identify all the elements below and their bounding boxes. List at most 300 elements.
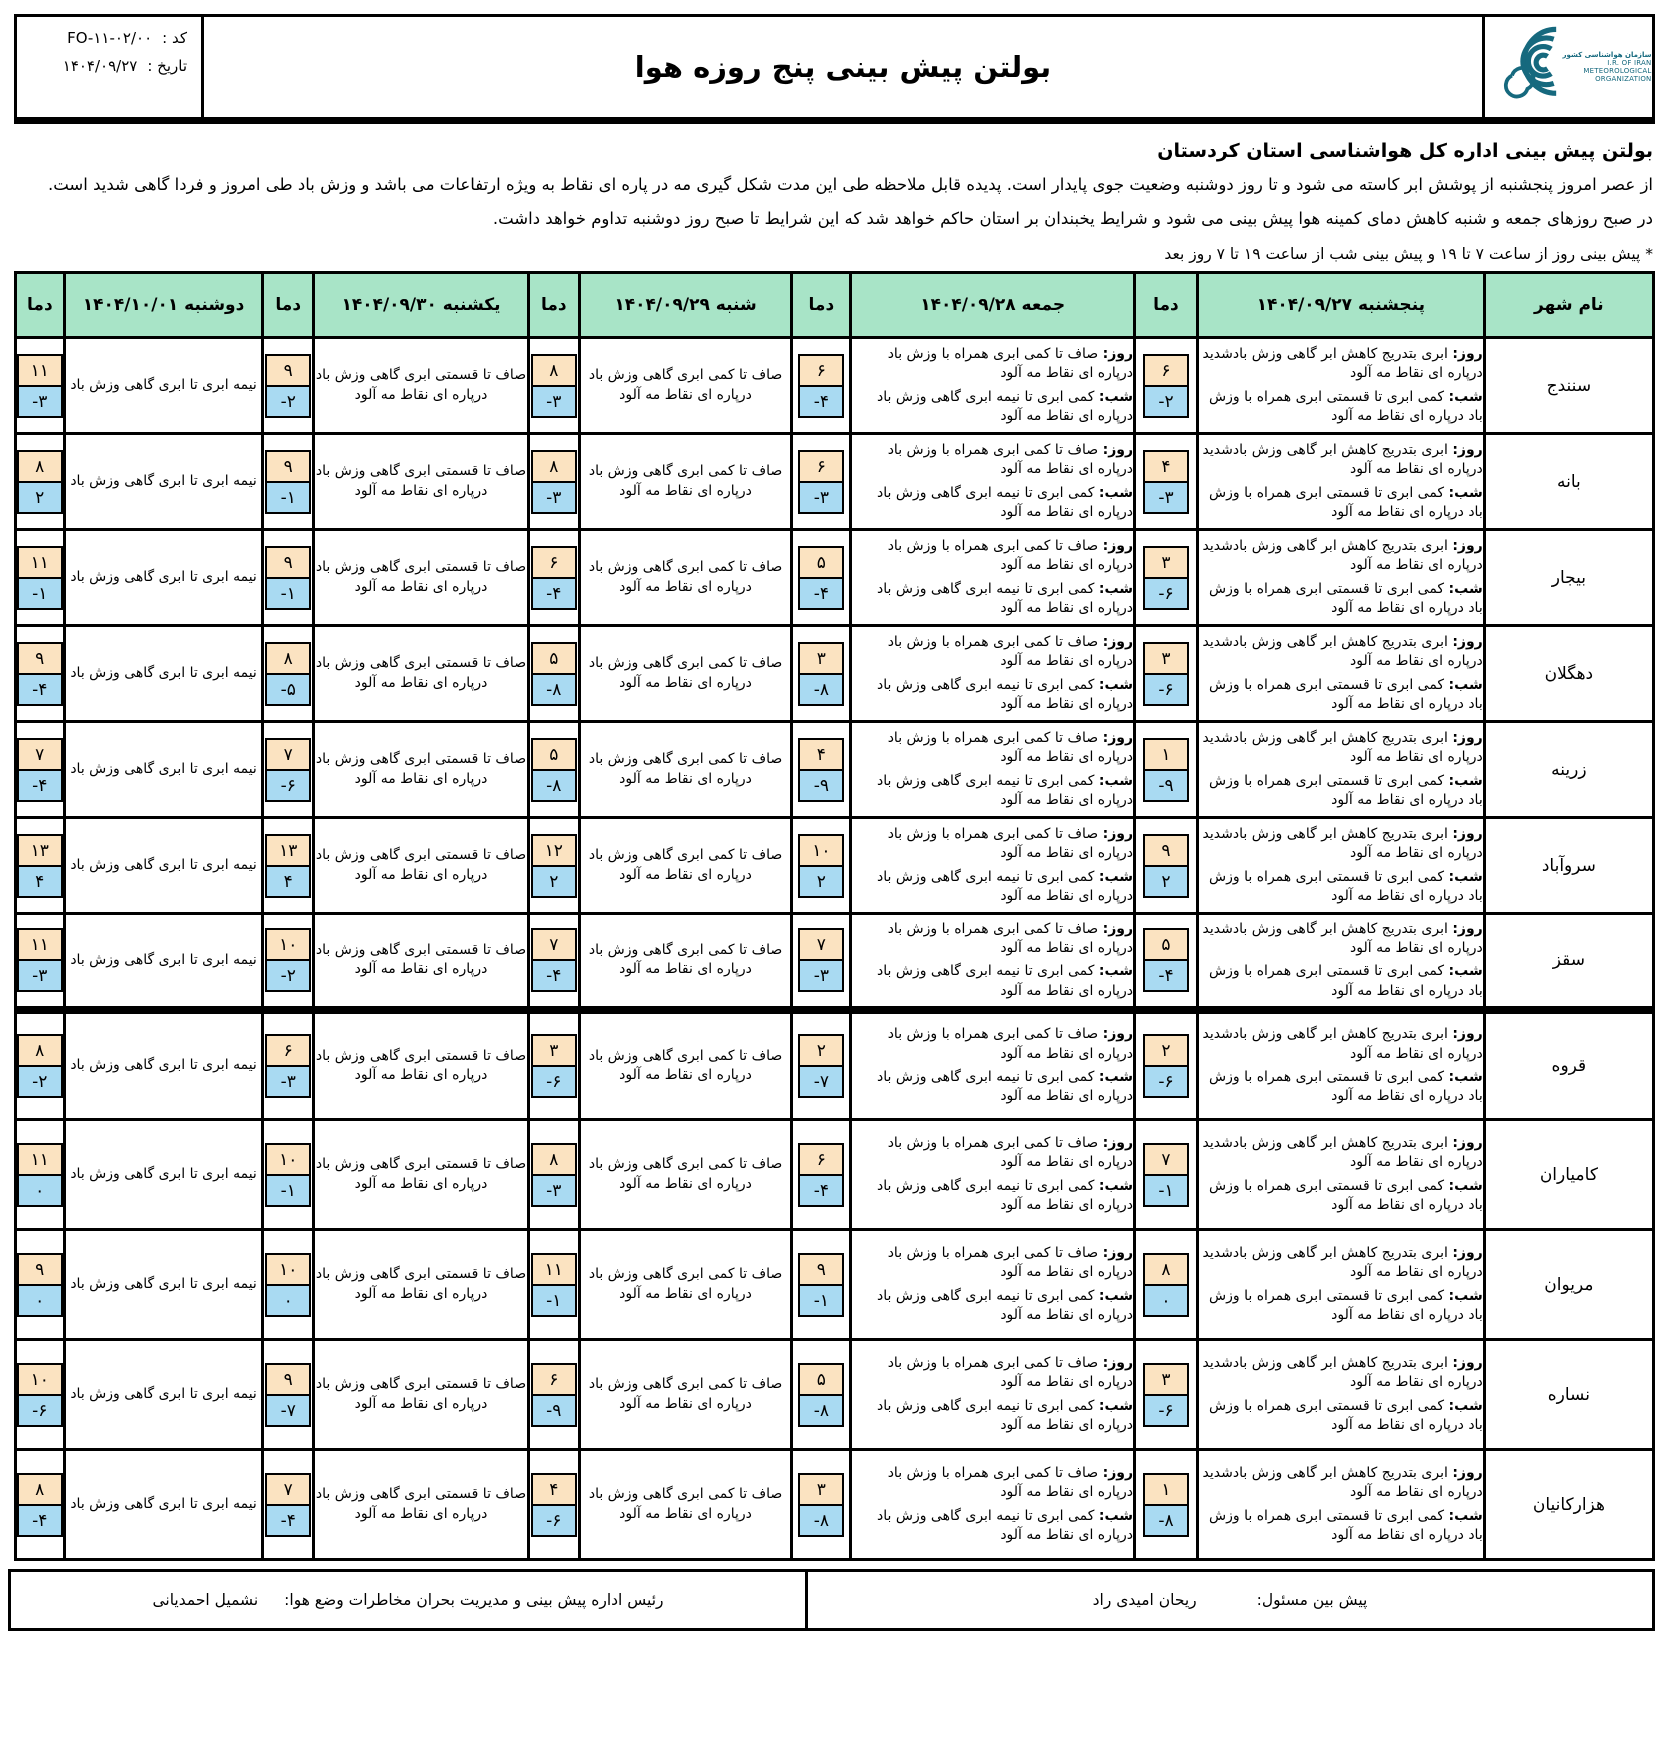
forecast-text-cell <box>64 626 263 722</box>
min-temp-value: -۶ <box>531 1065 577 1098</box>
temp-cell <box>1135 1230 1198 1340</box>
day-forecast-text <box>852 1025 1133 1064</box>
forecast-body: صاف تا کمی ابری گاهی وزش باد درپاره ای نقاط مه آلود <box>588 1266 783 1302</box>
forecast-body: صاف تا کمی ابری گاهی وزش باد درپاره ای نقاط مه آلود <box>588 559 783 595</box>
max-temp-value: ۹ <box>265 450 311 483</box>
max-temp-value: ۶ <box>265 1034 311 1067</box>
max-temp-value: ۱۳ <box>17 834 63 867</box>
night-forecast-body: کمی ابری تا قسمتی ابری همراه با وزش باد درپاره ای نقاط مه آلود <box>1209 1507 1483 1543</box>
max-temp-value: ۹ <box>265 546 311 579</box>
forecast-body: صاف تا قسمتی ابری گاهی وزش باد درپاره ای نقاط مه آلود <box>315 847 527 883</box>
city-cell: بیجار <box>1484 530 1653 626</box>
min-temp-value: -۴ <box>17 673 63 706</box>
forecast-body: نیمه ابری تا ابری گاهی وزش باد <box>70 1165 257 1182</box>
min-temp-value: -۸ <box>1143 1504 1189 1537</box>
night-forecast-text <box>852 580 1133 619</box>
night-forecast-body: کمی ابری تا قسمتی ابری همراه با وزش باد درپاره ای نقاط مه آلود <box>1209 1177 1483 1213</box>
forecast-text-cell <box>579 1120 792 1230</box>
day-forecast-text <box>852 633 1133 672</box>
night-forecast-text <box>1199 1068 1483 1107</box>
temp-cell <box>792 434 851 530</box>
forecast-text-cell <box>851 1010 1135 1120</box>
signature-footer <box>8 1569 1655 1631</box>
forecast-body: نیمه ابری تا ابری گاهی وزش باد <box>70 1495 257 1512</box>
day-forecast-body: ابری بتدریج کاهش ابر گاهی وزش بادشدید درپاره ای نقاط مه آلود <box>1202 826 1483 862</box>
day-forecast-body: صاف تا کمی ابری همراه با وزش باد درپاره ای نقاط مه آلود <box>887 1026 1134 1062</box>
forecast-paragraph-1: از عصر امروز پنجشنبه از پوشش ابر کاسته می شود و تا روز دوشنبه وضعیت جوی پایدار است. پدیده قابل ملاحظه طی این مدت شکل گیری مه در پاره ای نقاط به ویژه ارتفاعات می باشد و وزش باد طی امروز و فردا گاهی شدید است. <box>47 175 1653 194</box>
day-forecast-body: ابری بتدریج کاهش ابر گاهی وزش بادشدید درپاره ای نقاط مه آلود <box>1202 442 1483 478</box>
day-prefix-label: روز: <box>1102 1135 1134 1151</box>
forecast-text-cell <box>1197 338 1484 434</box>
forecast-body: صاف تا قسمتی ابری گاهی وزش باد درپاره ای نقاط مه آلود <box>315 367 527 403</box>
code-date-box <box>14 14 204 120</box>
city-cell: کامیاران <box>1484 1120 1653 1230</box>
temp-cell <box>792 818 851 914</box>
date-line <box>23 57 187 75</box>
night-forecast-body: کمی ابری تا نیمه ابری گاهی وزش باد درپاره ای نقاط مه آلود <box>877 772 1134 808</box>
night-forecast-text <box>852 676 1133 715</box>
forecast-text-cell <box>579 434 792 530</box>
night-forecast-body: کمی ابری تا قسمتی ابری همراه با وزش باد درپاره ای نقاط مه آلود <box>1209 1068 1483 1105</box>
max-temp-value: ۹ <box>17 1253 63 1286</box>
code-label: کد : <box>162 29 187 47</box>
min-temp-value: -۶ <box>1143 1394 1189 1427</box>
max-temp-value: ۱ <box>1143 1473 1189 1506</box>
city-cell: نساره <box>1484 1340 1653 1450</box>
night-prefix-label: شب: <box>1448 1068 1483 1085</box>
forecast-text-cell <box>1197 1450 1484 1560</box>
night-forecast-body: کمی ابری تا نیمه ابری گاهی وزش باد درپاره ای نقاط مه آلود <box>877 676 1134 712</box>
forecast-paragraph-2: در صبح روزهای جمعه و شنبه کاهش دمای کمینه هوا پیش بینی می شود و شرایط یخبندان بر استان حاکم خواهد شد که این شرایط تا صبح روز دوشنبه تداوم خواهد داشت. <box>492 208 1653 228</box>
day-prefix-label: روز: <box>1452 1245 1483 1261</box>
night-forecast-body: کمی ابری تا قسمتی ابری همراه با وزش باد درپاره ای نقاط مه آلود <box>1209 868 1483 904</box>
day-header-cell: یکشنبه ۱۴۰۴/۰۹/۳۰ <box>314 273 529 338</box>
forecast-text-cell <box>579 530 792 626</box>
temp-cell <box>16 1010 65 1120</box>
max-temp-value: ۱۰ <box>17 1363 63 1396</box>
night-forecast-body: کمی ابری تا نیمه ابری گاهی وزش باد درپاره ای نقاط مه آلود <box>877 868 1134 904</box>
min-temp-value: ۴ <box>17 865 63 898</box>
bulletin-heading: بولتن پیش بینی اداره کل هواشناسی استان کردستان <box>1157 140 1653 162</box>
min-temp-value: -۳ <box>798 481 844 514</box>
day-forecast-body: ابری بتدریج کاهش ابر گاهی وزش بادشدید درپاره ای نقاط مه آلود <box>1202 1245 1483 1281</box>
temp-cell <box>263 434 314 530</box>
day-forecast-text <box>1199 1354 1483 1393</box>
temp-cell <box>263 1340 314 1450</box>
min-temp-value: -۹ <box>531 1394 577 1427</box>
min-temp-value: ۴ <box>265 865 311 898</box>
night-prefix-label: شب: <box>1098 868 1134 885</box>
day-forecast-text <box>852 345 1133 384</box>
city-row <box>16 1120 1654 1230</box>
forecast-body: نیمه ابری تا ابری گاهی وزش باد <box>70 951 257 968</box>
forecast-text-cell <box>579 338 792 434</box>
night-prefix-label: شب: <box>1098 1397 1134 1414</box>
night-forecast-body: کمی ابری تا نیمه ابری گاهی وزش باد درپاره ای نقاط مه آلود <box>877 1397 1134 1433</box>
day-prefix-label: روز: <box>1102 1026 1134 1043</box>
forecaster-label: پیش بین مسئول: <box>1256 1591 1368 1610</box>
forecast-text-cell <box>314 434 529 530</box>
temp-header-cell: دما <box>16 273 65 338</box>
forecast-text-cell <box>64 818 263 914</box>
day-prefix-label: روز: <box>1102 1465 1134 1481</box>
forecast-text-cell <box>1197 914 1484 1010</box>
min-temp-value: -۸ <box>798 1504 844 1537</box>
night-forecast-text <box>1199 962 1483 1001</box>
min-temp-value: ۰ <box>17 1284 63 1317</box>
min-temp-value: ۲ <box>798 865 844 898</box>
night-prefix-label: شب: <box>1098 1287 1134 1304</box>
day-forecast-body: صاف تا کمی ابری همراه با وزش باد درپاره ای نقاط مه آلود <box>887 730 1134 766</box>
day-forecast-body: صاف تا کمی ابری همراه با وزش باد درپاره ای نقاط مه آلود <box>887 1465 1134 1501</box>
day-forecast-body: صاف تا کمی ابری همراه با وزش باد درپاره ای نقاط مه آلود <box>887 634 1134 670</box>
temp-cell <box>16 1340 65 1450</box>
forecast-body: نیمه ابری تا ابری گاهی وزش باد <box>70 1275 257 1292</box>
night-prefix-label: شب: <box>1448 484 1483 501</box>
night-forecast-body: کمی ابری تا قسمتی ابری همراه با وزش باد درپاره ای نقاط مه آلود <box>1209 963 1483 999</box>
min-temp-value: -۳ <box>531 385 577 418</box>
forecast-body: صاف تا قسمتی ابری گاهی وزش باد درپاره ای نقاط مه آلود <box>315 1486 527 1522</box>
night-forecast-text <box>852 1397 1133 1436</box>
temp-cell <box>263 818 314 914</box>
forecast-text-cell <box>64 338 263 434</box>
day-prefix-label: روز: <box>1452 442 1483 458</box>
day-forecast-text <box>1199 729 1483 768</box>
forecast-text-cell <box>64 1120 263 1230</box>
day-forecast-body: ابری بتدریج کاهش ابر گاهی وزش بادشدید درپاره ای نقاط مه آلود <box>1202 920 1483 957</box>
night-forecast-text <box>1199 1177 1483 1216</box>
forecast-body: نیمه ابری تا ابری گاهی وزش باد <box>70 664 257 681</box>
temp-cell <box>792 1230 851 1340</box>
max-temp-value: ۶ <box>798 450 844 483</box>
temp-cell <box>792 1120 851 1230</box>
day-prefix-label: روز: <box>1102 1245 1134 1261</box>
max-temp-value: ۱۰ <box>265 1253 311 1286</box>
min-temp-value: -۴ <box>798 385 844 418</box>
max-temp-value: ۲ <box>1143 1034 1189 1067</box>
night-forecast-body: کمی ابری تا نیمه ابری گاهی وزش باد درپاره ای نقاط مه آلود <box>877 1507 1134 1543</box>
min-temp-value: -۶ <box>1143 577 1189 610</box>
forecast-text-cell <box>851 626 1135 722</box>
night-prefix-label: شب: <box>1098 1507 1134 1524</box>
max-temp-value: ۵ <box>1143 928 1189 961</box>
city-cell: زرینه <box>1484 722 1653 818</box>
max-temp-value: ۸ <box>1143 1253 1189 1286</box>
min-temp-value: -۴ <box>798 577 844 610</box>
day-prefix-label: روز: <box>1452 1465 1483 1481</box>
max-temp-value: ۳ <box>1143 546 1189 579</box>
code-value: FO-۱۱-۰۲/۰۰ <box>67 29 153 47</box>
min-temp-value: -۳ <box>531 1174 577 1207</box>
city-cell: سروآباد <box>1484 818 1653 914</box>
forecast-text-cell <box>851 914 1135 1010</box>
temp-cell <box>16 626 65 722</box>
min-temp-value: -۶ <box>17 1394 63 1427</box>
max-temp-value: ۲ <box>798 1034 844 1067</box>
city-cell: بانه <box>1484 434 1653 530</box>
min-temp-value: -۸ <box>798 673 844 706</box>
temp-cell <box>792 626 851 722</box>
min-temp-value: -۴ <box>798 1174 844 1207</box>
min-temp-value: -۱ <box>531 1284 577 1317</box>
chief-cell <box>11 1572 805 1628</box>
day-forecast-text <box>852 1354 1133 1393</box>
min-temp-value: -۴ <box>531 577 577 610</box>
night-prefix-label: شب: <box>1098 676 1134 693</box>
max-temp-value: ۷ <box>798 928 844 961</box>
day-prefix-label: روز: <box>1102 826 1134 842</box>
forecast-body: نیمه ابری تا ابری گاهی وزش باد <box>70 376 257 393</box>
max-temp-value: ۵ <box>798 546 844 579</box>
forecast-text-cell <box>314 1340 529 1450</box>
forecast-body: صاف تا کمی ابری گاهی وزش باد درپاره ای نقاط مه آلود <box>588 1156 783 1192</box>
forecast-text-cell <box>579 626 792 722</box>
min-temp-value: -۸ <box>531 673 577 706</box>
night-prefix-label: شب: <box>1448 676 1483 693</box>
min-temp-value: -۶ <box>1143 1065 1189 1098</box>
date-label: تاریخ : <box>147 57 187 75</box>
forecast-text-cell <box>64 1010 263 1120</box>
min-temp-value: -۴ <box>17 769 63 802</box>
city-cell: دهگلان <box>1484 626 1653 722</box>
max-temp-value: ۶ <box>798 1143 844 1176</box>
temp-cell <box>16 1230 65 1340</box>
day-prefix-label: روز: <box>1102 730 1134 746</box>
temp-cell <box>1135 1340 1198 1450</box>
forecast-text-cell <box>579 818 792 914</box>
temp-cell <box>1135 722 1198 818</box>
night-forecast-text <box>1199 484 1483 523</box>
temp-cell <box>792 914 851 1010</box>
min-temp-value: -۱ <box>265 1174 311 1207</box>
chief-name: نشمیل احمدیانی <box>152 1591 259 1610</box>
forecast-text-cell <box>314 626 529 722</box>
temp-header-cell: دما <box>792 273 851 338</box>
night-forecast-text <box>852 1287 1133 1326</box>
min-temp-value: -۳ <box>17 959 63 992</box>
temp-cell <box>792 1450 851 1560</box>
forecast-text-cell <box>579 1340 792 1450</box>
max-temp-value: ۶ <box>531 546 577 579</box>
forecast-text-cell <box>579 914 792 1010</box>
temp-cell <box>792 722 851 818</box>
temp-cell <box>16 434 65 530</box>
day-forecast-body: صاف تا کمی ابری همراه با وزش باد درپاره ای نقاط مه آلود <box>887 1245 1134 1281</box>
city-row <box>16 338 1654 434</box>
max-temp-value: ۷ <box>265 1473 311 1506</box>
max-temp-value: ۵ <box>798 1363 844 1396</box>
temp-cell <box>16 722 65 818</box>
forecast-text-cell <box>314 722 529 818</box>
forecast-body: صاف تا کمی ابری گاهی وزش باد درپاره ای نقاط مه آلود <box>588 367 783 403</box>
city-row <box>16 1230 1654 1340</box>
forecast-text-cell <box>1197 818 1484 914</box>
min-temp-value: -۹ <box>1143 769 1189 802</box>
temp-cell <box>528 818 579 914</box>
forecast-body: صاف تا کمی ابری گاهی وزش باد درپاره ای نقاط مه آلود <box>588 751 783 787</box>
max-temp-value: ۹ <box>265 354 311 387</box>
night-prefix-label: شب: <box>1098 1177 1134 1194</box>
max-temp-value: ۸ <box>531 450 577 483</box>
forecast-text-cell <box>579 1230 792 1340</box>
max-temp-value: ۳ <box>798 1473 844 1506</box>
min-temp-value: -۱ <box>265 481 311 514</box>
forecast-body: صاف تا کمی ابری گاهی وزش باد درپاره ای نقاط مه آلود <box>588 1486 783 1522</box>
day-forecast-text <box>852 441 1133 480</box>
city-cell: سقز <box>1484 914 1653 1010</box>
max-temp-value: ۷ <box>17 738 63 771</box>
org-logo <box>1486 22 1652 112</box>
max-temp-value: ۱۱ <box>17 1143 63 1176</box>
min-temp-value: -۵ <box>265 673 311 706</box>
night-forecast-text <box>1199 772 1483 811</box>
city-cell: هزارکانیان <box>1484 1450 1653 1560</box>
max-temp-value: ۱۳ <box>265 834 311 867</box>
temp-cell <box>1135 530 1198 626</box>
city-row <box>16 434 1654 530</box>
max-temp-value: ۷ <box>265 738 311 771</box>
night-forecast-body: کمی ابری تا نیمه ابری گاهی وزش باد درپاره ای نقاط مه آلود <box>877 963 1134 999</box>
day-prefix-label: روز: <box>1102 1355 1134 1371</box>
night-prefix-label: شب: <box>1448 388 1483 405</box>
min-temp-value: ۰ <box>265 1284 311 1317</box>
max-temp-value: ۶ <box>1143 354 1189 387</box>
max-temp-value: ۱۲ <box>531 834 577 867</box>
day-prefix-label: روز: <box>1452 920 1483 937</box>
temp-cell <box>263 338 314 434</box>
forecast-body: نیمه ابری تا ابری گاهی وزش باد <box>70 568 257 585</box>
night-forecast-text <box>1199 676 1483 715</box>
temp-cell <box>528 434 579 530</box>
header-band <box>14 14 1655 124</box>
night-prefix-label: شب: <box>1098 484 1134 501</box>
forecast-text-cell <box>314 818 529 914</box>
day-forecast-body: ابری بتدریج کاهش ابر گاهی وزش بادشدید درپاره ای نقاط مه آلود <box>1202 634 1483 670</box>
day-header-cell: جمعه ۱۴۰۴/۰۹/۲۸ <box>851 273 1135 338</box>
forecast-text-cell <box>1197 1230 1484 1340</box>
day-forecast-text <box>1199 633 1483 672</box>
day-prefix-label: روز: <box>1102 634 1134 650</box>
night-forecast-body: کمی ابری تا نیمه ابری گاهی وزش باد درپاره ای نقاط مه آلود <box>877 1177 1134 1213</box>
min-temp-value: -۷ <box>265 1394 311 1427</box>
forecast-text-cell <box>1197 1120 1484 1230</box>
forecast-text-cell <box>64 722 263 818</box>
intro-section <box>14 140 1655 263</box>
day-forecast-text <box>852 537 1133 576</box>
temp-cell <box>263 530 314 626</box>
day-prefix-label: روز: <box>1102 920 1134 937</box>
max-temp-value: ۶ <box>531 1363 577 1396</box>
chief-label: رئیس اداره پیش بینی و مدیریت بحران مخاطرات وضع هوا: <box>284 1591 664 1610</box>
min-temp-value: -۳ <box>798 959 844 992</box>
city-row <box>16 914 1654 1010</box>
city-row <box>16 530 1654 626</box>
forecast-text-cell <box>314 338 529 434</box>
day-prefix-label: روز: <box>1452 1135 1483 1151</box>
temp-cell <box>792 338 851 434</box>
forecast-text-cell <box>314 914 529 1010</box>
temp-cell <box>1135 1010 1198 1120</box>
night-forecast-body: کمی ابری تا قسمتی ابری همراه با وزش باد درپاره ای نقاط مه آلود <box>1209 388 1483 424</box>
forecast-table <box>14 271 1655 1561</box>
max-temp-value: ۸ <box>531 354 577 387</box>
min-temp-value: -۳ <box>1143 481 1189 514</box>
forecast-text-cell <box>64 1230 263 1340</box>
day-forecast-body: ابری بتدریج کاهش ابر گاهی وزش بادشدید درپاره ای نقاط مه آلود <box>1202 538 1483 574</box>
max-temp-value: ۴ <box>798 738 844 771</box>
forecast-text-cell <box>851 530 1135 626</box>
temp-cell <box>263 1450 314 1560</box>
night-prefix-label: شب: <box>1448 1177 1483 1194</box>
forecast-text-cell <box>314 530 529 626</box>
night-forecast-text <box>852 1068 1133 1107</box>
day-prefix-label: روز: <box>1102 346 1134 362</box>
org-name-en-1: I.R. OF IRAN <box>1607 59 1652 67</box>
city-row <box>16 1450 1654 1560</box>
forecast-text-cell <box>1197 530 1484 626</box>
min-temp-value: -۶ <box>531 1504 577 1537</box>
day-forecast-text <box>1199 441 1483 480</box>
night-forecast-text <box>852 772 1133 811</box>
max-temp-value: ۸ <box>17 1473 63 1506</box>
max-temp-value: ۱۰ <box>265 928 311 961</box>
day-forecast-text <box>852 1134 1133 1173</box>
max-temp-value: ۱۱ <box>17 546 63 579</box>
temp-cell <box>528 1450 579 1560</box>
night-forecast-body: کمی ابری تا قسمتی ابری همراه با وزش باد درپاره ای نقاط مه آلود <box>1209 1287 1483 1323</box>
forecast-body: صاف تا کمی ابری گاهی وزش باد درپاره ای نقاط مه آلود <box>588 655 783 691</box>
min-temp-value: -۲ <box>265 385 311 418</box>
day-prefix-label: روز: <box>1452 538 1483 554</box>
forecast-text-cell <box>314 1450 529 1560</box>
night-prefix-label: شب: <box>1098 963 1134 980</box>
day-forecast-text <box>852 920 1133 959</box>
temp-header-cell: دما <box>1135 273 1198 338</box>
forecast-text-cell <box>314 1010 529 1120</box>
day-prefix-label: روز: <box>1452 1026 1483 1043</box>
city-row <box>16 626 1654 722</box>
org-name-fa: سازمان هواشناسی کشور <box>1562 51 1652 59</box>
max-temp-value: ۹ <box>17 642 63 675</box>
day-forecast-body: صاف تا کمی ابری همراه با وزش باد درپاره ای نقاط مه آلود <box>887 1135 1134 1171</box>
max-temp-value: ۱۰ <box>265 1143 311 1176</box>
forecast-text-cell <box>851 818 1135 914</box>
temp-cell <box>263 1010 314 1120</box>
day-forecast-text <box>1199 1464 1483 1503</box>
day-forecast-text <box>1199 825 1483 864</box>
forecast-text-cell <box>314 1120 529 1230</box>
night-forecast-text <box>852 388 1133 427</box>
min-temp-value: -۴ <box>265 1504 311 1537</box>
forecast-text-cell <box>64 914 263 1010</box>
temp-cell <box>1135 338 1198 434</box>
temp-cell <box>16 818 65 914</box>
day-prefix-label: روز: <box>1102 538 1134 554</box>
night-forecast-body: کمی ابری تا قسمتی ابری همراه با وزش باد درپاره ای نقاط مه آلود <box>1209 772 1483 808</box>
temp-cell <box>263 722 314 818</box>
min-temp-value: ۰ <box>1143 1284 1189 1317</box>
forecast-body: نیمه ابری تا ابری گاهی وزش باد <box>70 1057 257 1074</box>
temp-cell <box>792 1340 851 1450</box>
day-prefix-label: روز: <box>1102 442 1134 458</box>
night-forecast-body: کمی ابری تا نیمه ابری گاهی وزش باد درپاره ای نقاط مه آلود <box>877 388 1134 424</box>
min-temp-value: -۷ <box>798 1065 844 1098</box>
max-temp-value: ۳ <box>1143 642 1189 675</box>
night-prefix-label: شب: <box>1448 1397 1483 1414</box>
forecast-body: صاف تا کمی ابری گاهی وزش باد درپاره ای نقاط مه آلود <box>588 847 783 883</box>
night-prefix-label: شب: <box>1448 772 1483 789</box>
forecast-text-cell <box>851 1450 1135 1560</box>
